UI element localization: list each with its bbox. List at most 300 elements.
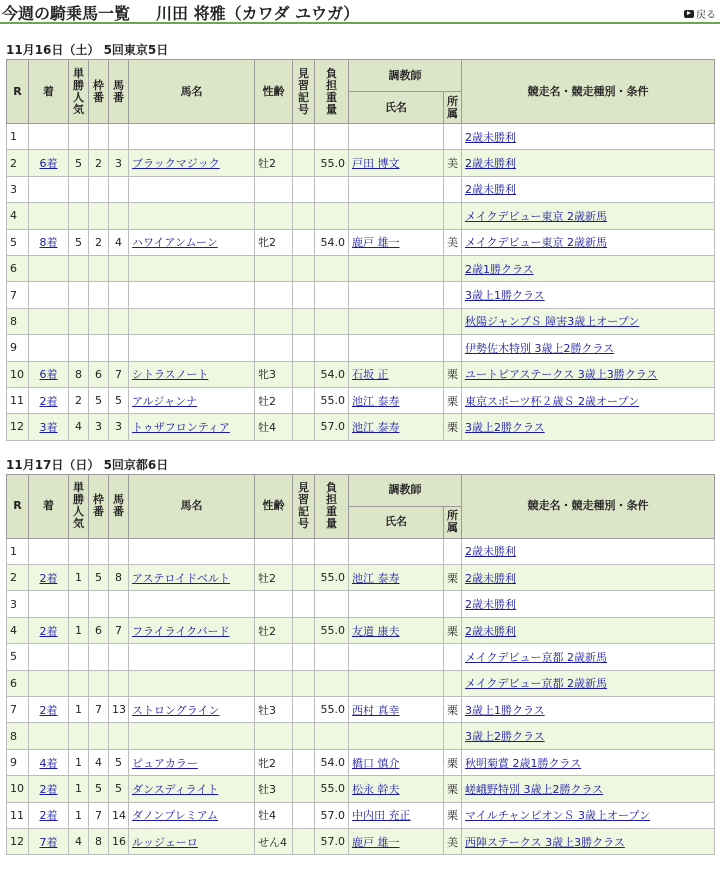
horse-name-cell	[129, 591, 255, 617]
popularity-cell	[69, 670, 89, 696]
horse-name-link[interactable]: ハワイアンムーン	[132, 236, 218, 250]
horse-number-cell	[109, 203, 129, 229]
finish-link[interactable]: 2着	[39, 571, 58, 585]
sex-age: 牝2	[258, 756, 276, 770]
race-number-cell	[7, 361, 29, 387]
finish-cell	[29, 644, 69, 670]
weight-cell	[315, 150, 349, 176]
trainer-belong: 栗	[447, 624, 458, 638]
trainer-name-cell	[349, 150, 444, 176]
weight: 54.0	[320, 235, 345, 249]
apprentice-mark-cell	[293, 802, 315, 828]
trainer-name-cell	[349, 255, 444, 281]
trainer-belong-cell	[444, 229, 462, 255]
trainer-name-link[interactable]: 池江 泰寿	[352, 571, 400, 585]
col-header-trainer-name: 氏名	[349, 506, 444, 538]
frame-number: 2	[95, 235, 102, 249]
horse-number: 16	[112, 835, 126, 849]
horse-number: 5	[115, 394, 122, 408]
apprentice-mark-cell	[293, 538, 315, 564]
race-name-cell	[462, 776, 715, 802]
horse-number-cell	[109, 124, 129, 150]
frame-number-cell	[89, 723, 109, 749]
trainer-name-link[interactable]: 池江 泰寿	[352, 420, 400, 434]
trainer-belong: 美	[447, 157, 458, 171]
horse-number: 3	[115, 420, 122, 434]
horse-name-cell	[129, 670, 255, 696]
trainer-belong-cell	[444, 335, 462, 361]
finish-link[interactable]: 2着	[39, 782, 58, 796]
back-button[interactable]	[684, 6, 716, 21]
table-row	[7, 229, 715, 255]
apprentice-mark-cell	[293, 176, 315, 202]
trainer-name-link[interactable]: 鹿戸 雄一	[352, 236, 400, 250]
trainer-name-link[interactable]: 友道 康夫	[352, 624, 400, 638]
race-number-cell	[7, 591, 29, 617]
sex-age-cell	[255, 203, 293, 229]
table-row	[7, 150, 715, 176]
trainer-name-link[interactable]: 松永 幹夫	[352, 782, 400, 796]
race-number-cell	[7, 335, 29, 361]
trainer-belong-cell	[444, 176, 462, 202]
race-name-link[interactable]: 2歳未勝利	[465, 157, 516, 171]
apprentice-mark-cell	[293, 414, 315, 440]
race-name-link[interactable]: 2歳未勝利	[465, 624, 516, 638]
horse-number-cell	[109, 229, 129, 255]
weight: 55.0	[320, 571, 345, 585]
sex-age: 牡2	[258, 394, 276, 408]
race-number-cell	[7, 802, 29, 828]
trainer-name-cell	[349, 776, 444, 802]
trainer-name-cell	[349, 538, 444, 564]
finish-cell	[29, 255, 69, 281]
horse-number-cell	[109, 670, 129, 696]
trainer-belong: 栗	[447, 368, 458, 382]
trainer-name-cell	[349, 828, 444, 854]
frame-number-cell	[89, 229, 109, 255]
trainer-belong-cell	[444, 282, 462, 308]
apprentice-mark-cell	[293, 335, 315, 361]
weight-cell	[315, 776, 349, 802]
finish-cell	[29, 565, 69, 591]
sex-age-cell	[255, 697, 293, 723]
finish-cell	[29, 828, 69, 854]
trainer-belong-cell	[444, 308, 462, 334]
sex-age-cell	[255, 617, 293, 643]
trainer-name-cell	[349, 282, 444, 308]
popularity: 4	[75, 420, 82, 434]
race-number: 2	[10, 156, 17, 170]
col-header-chaku: 着	[29, 60, 69, 124]
finish-link[interactable]: 4着	[39, 756, 58, 770]
apprentice-mark-cell	[293, 150, 315, 176]
apprentice-mark-cell	[293, 670, 315, 696]
horse-number-cell	[109, 255, 129, 281]
col-header-trainer-name: 氏名	[349, 92, 444, 124]
table-row	[7, 776, 715, 802]
frame-number: 8	[95, 835, 102, 849]
horse-name-link[interactable]: アルジャンナ	[132, 394, 198, 408]
table-row	[7, 723, 715, 749]
race-name-cell	[462, 124, 715, 150]
finish-link[interactable]: 3着	[39, 420, 58, 434]
finish-link[interactable]: 2着	[39, 624, 58, 638]
weight-cell	[315, 255, 349, 281]
horse-name-link[interactable]: フライライクバード	[132, 624, 230, 638]
popularity: 8	[75, 367, 82, 381]
sex-age-cell	[255, 670, 293, 696]
popularity-cell	[69, 255, 89, 281]
horse-name-cell	[129, 255, 255, 281]
horse-name-cell	[129, 335, 255, 361]
horse-name-cell	[129, 282, 255, 308]
horse-number: 14	[112, 808, 126, 822]
race-name-link[interactable]: 2歳未勝利	[465, 545, 516, 559]
horse-name-cell	[129, 229, 255, 255]
table-row	[7, 591, 715, 617]
race-name-link[interactable]: 2歳未勝利	[465, 598, 516, 612]
frame-number-cell	[89, 308, 109, 334]
trainer-belong: 栗	[447, 703, 458, 717]
frame-number: 2	[95, 156, 102, 170]
horse-number: 7	[115, 624, 122, 638]
trainer-belong: 栗	[447, 420, 458, 434]
finish-cell	[29, 335, 69, 361]
race-name-link[interactable]: 伊勢佐木特別 3歳上2勝クラス	[465, 341, 615, 355]
race-number-cell	[7, 308, 29, 334]
table-row	[7, 749, 715, 775]
col-header-ninki: 単 勝 人 気	[69, 60, 89, 124]
race-name-link[interactable]: メイクデビュー京都 2歳新馬	[465, 650, 608, 664]
back-label: 戻る	[696, 10, 716, 21]
race-number: 4	[10, 624, 17, 638]
race-name-link[interactable]: 2歳未勝利	[465, 571, 516, 585]
col-header-waku: 枠 番	[89, 60, 109, 124]
race-name-link[interactable]: ユートピアステークス 3歳上3勝クラス	[465, 368, 658, 382]
trainer-name-link[interactable]: 西村 真幸	[352, 703, 400, 717]
trainer-belong: 栗	[447, 809, 458, 823]
finish-cell	[29, 124, 69, 150]
popularity-cell	[69, 644, 89, 670]
trainer-belong-cell	[444, 776, 462, 802]
weight: 55.0	[320, 624, 345, 638]
race-number-cell	[7, 229, 29, 255]
trainer-name-link[interactable]: 池江 泰寿	[352, 394, 400, 408]
race-number: 5	[10, 650, 17, 664]
table-row	[7, 697, 715, 723]
frame-number-cell	[89, 255, 109, 281]
horse-name-cell	[129, 723, 255, 749]
horse-name-link[interactable]: ストロングライン	[132, 703, 220, 717]
weight-cell	[315, 124, 349, 150]
race-number: 6	[10, 262, 17, 276]
apprentice-mark-cell	[293, 723, 315, 749]
horse-name-link[interactable]: ルッジェーロ	[132, 835, 198, 849]
horse-name-link[interactable]: シトラスノート	[132, 368, 209, 382]
race-number: 1	[10, 130, 17, 144]
race-name-cell	[462, 617, 715, 643]
trainer-name-link[interactable]: 石坂 正	[352, 368, 389, 382]
race-name-link[interactable]: 3歳上1勝クラス	[465, 289, 545, 303]
trainer-name-link[interactable]: 橋口 慎介	[352, 756, 400, 770]
race-name-link[interactable]: 秋陽ジャンプＳ 障害3歳上オープン	[465, 315, 640, 329]
horse-name-link[interactable]: トゥザフロンティア	[132, 420, 230, 434]
horse-number-cell	[109, 387, 129, 413]
trainer-belong-cell	[444, 538, 462, 564]
finish-link[interactable]: 2着	[39, 703, 58, 717]
race-name-link[interactable]: 3歳上2勝クラス	[465, 730, 545, 744]
trainer-name-cell	[349, 124, 444, 150]
col-header-horse: 馬名	[129, 474, 255, 538]
trainer-belong-cell	[444, 387, 462, 413]
col-header-ninki: 単 勝 人 気	[69, 474, 89, 538]
trainer-name-link[interactable]: 戸田 博文	[352, 157, 400, 171]
horse-name-cell	[129, 176, 255, 202]
apprentice-mark-cell	[293, 387, 315, 413]
weight: 55.0	[320, 394, 345, 408]
frame-number-cell	[89, 617, 109, 643]
sex-age: 牡2	[258, 571, 276, 585]
horse-number: 7	[115, 367, 122, 381]
sex-age-cell	[255, 176, 293, 202]
jockey-name: 川田 将雅（カワダ ユウガ）	[156, 4, 360, 23]
trainer-belong-cell	[444, 802, 462, 828]
finish-link[interactable]: 6着	[39, 157, 58, 171]
sex-age: 牡2	[258, 157, 276, 171]
race-number-cell	[7, 387, 29, 413]
race-name-link[interactable]: 嵯峨野特別 3歳上2勝クラス	[465, 782, 604, 796]
frame-number: 5	[95, 394, 102, 408]
horse-name-link[interactable]: ダンスディライト	[132, 782, 219, 796]
finish-cell	[29, 282, 69, 308]
race-name-link[interactable]: 西陣ステークス 3歳上3勝クラス	[465, 835, 625, 849]
race-name-cell	[462, 591, 715, 617]
horse-number-cell	[109, 749, 129, 775]
popularity: 1	[75, 782, 82, 796]
finish-cell	[29, 723, 69, 749]
horse-name-link[interactable]: ダノンプレミアム	[132, 809, 219, 823]
horse-number-cell	[109, 150, 129, 176]
finish-cell	[29, 749, 69, 775]
horse-number-cell	[109, 591, 129, 617]
trainer-belong-cell	[444, 255, 462, 281]
col-header-umaban: 馬 番	[109, 60, 129, 124]
trainer-belong-cell	[444, 828, 462, 854]
frame-number-cell	[89, 670, 109, 696]
popularity-cell	[69, 176, 89, 202]
trainer-name-cell	[349, 335, 444, 361]
horse-number-cell	[109, 697, 129, 723]
race-number-cell	[7, 282, 29, 308]
horse-number-cell	[109, 538, 129, 564]
weight-cell	[315, 203, 349, 229]
trainer-name-link[interactable]: 中内田 充正	[352, 809, 411, 823]
race-number: 10	[10, 367, 24, 381]
sex-age-cell	[255, 414, 293, 440]
col-header-weight: 負 担 重 量	[315, 60, 349, 124]
horse-number-cell	[109, 335, 129, 361]
race-name-cell	[462, 538, 715, 564]
table-row	[7, 335, 715, 361]
weight-cell	[315, 617, 349, 643]
popularity: 4	[75, 835, 82, 849]
finish-cell	[29, 776, 69, 802]
race-name-link[interactable]: メイクデビュー京都 2歳新馬	[465, 677, 608, 691]
horse-name-link[interactable]: アステロイドベルト	[132, 571, 231, 585]
table-row	[7, 670, 715, 696]
sex-age-cell	[255, 565, 293, 591]
frame-number-cell	[89, 776, 109, 802]
popularity-cell	[69, 828, 89, 854]
finish-link[interactable]: 2着	[39, 394, 58, 408]
race-name-cell	[462, 414, 715, 440]
frame-number-cell	[89, 282, 109, 308]
horse-name-cell	[129, 124, 255, 150]
weight-cell	[315, 644, 349, 670]
popularity: 5	[75, 235, 82, 249]
finish-cell	[29, 150, 69, 176]
race-name-cell	[462, 361, 715, 387]
race-name-cell	[462, 697, 715, 723]
horse-name-link[interactable]: ブラックマジック	[132, 157, 220, 171]
finish-link[interactable]: 2着	[39, 809, 58, 823]
table-row	[7, 203, 715, 229]
finish-cell	[29, 387, 69, 413]
sex-age-cell	[255, 282, 293, 308]
table-row	[7, 828, 715, 854]
sex-age-cell	[255, 776, 293, 802]
frame-number-cell	[89, 414, 109, 440]
horse-name-cell	[129, 565, 255, 591]
race-number: 12	[10, 420, 24, 434]
trainer-name-cell	[349, 361, 444, 387]
trainer-belong-cell	[444, 414, 462, 440]
race-name-cell	[462, 176, 715, 202]
weight-cell	[315, 828, 349, 854]
table-row	[7, 802, 715, 828]
race-name-link[interactable]: 2歳未勝利	[465, 183, 516, 197]
race-number-cell	[7, 776, 29, 802]
table-row	[7, 361, 715, 387]
weight: 55.0	[320, 703, 345, 717]
sex-age-cell	[255, 644, 293, 670]
sex-age-cell	[255, 802, 293, 828]
race-name-link[interactable]: 3歳上1勝クラス	[465, 703, 545, 717]
sex-age-cell	[255, 150, 293, 176]
race-name-cell	[462, 150, 715, 176]
popularity: 2	[75, 394, 82, 408]
weight: 57.0	[320, 420, 345, 434]
weight-cell	[315, 361, 349, 387]
frame-number-cell	[89, 124, 109, 150]
sex-age: せん4	[258, 835, 287, 849]
sex-age-cell	[255, 749, 293, 775]
trainer-name-cell	[349, 387, 444, 413]
sex-age: 牡4	[258, 420, 276, 434]
race-number-cell	[7, 697, 29, 723]
popularity: 1	[75, 808, 82, 822]
popularity-cell	[69, 150, 89, 176]
race-name-link[interactable]: 東京スポーツ杯２歳Ｓ 2歳オープン	[465, 394, 640, 408]
sex-age-cell	[255, 387, 293, 413]
horse-number-cell	[109, 308, 129, 334]
frame-number-cell	[89, 150, 109, 176]
race-name-link[interactable]: マイルチャンピオンＳ 3歳上オープン	[465, 809, 650, 823]
race-number: 3	[10, 182, 17, 196]
popularity-cell	[69, 361, 89, 387]
back-icon	[684, 10, 694, 18]
race-number-cell	[7, 565, 29, 591]
finish-link[interactable]: 8着	[39, 236, 58, 250]
apprentice-mark-cell	[293, 591, 315, 617]
apprentice-mark-cell	[293, 282, 315, 308]
race-name-link[interactable]: メイクデビュー東京 2歳新馬	[465, 209, 608, 223]
finish-cell	[29, 203, 69, 229]
race-number-cell	[7, 255, 29, 281]
race-name-link[interactable]: メイクデビュー東京 2歳新馬	[465, 236, 608, 250]
popularity: 1	[75, 756, 82, 769]
popularity-cell	[69, 723, 89, 749]
race-name-link[interactable]: 2歳未勝利	[465, 130, 516, 144]
trainer-belong: 美	[447, 236, 458, 250]
horse-name-cell	[129, 828, 255, 854]
horse-name-cell	[129, 644, 255, 670]
weight-cell	[315, 749, 349, 775]
finish-link[interactable]: 7着	[39, 835, 58, 849]
col-header-chaku: 着	[29, 474, 69, 538]
horse-number-cell	[109, 802, 129, 828]
sex-age-cell	[255, 308, 293, 334]
finish-cell	[29, 361, 69, 387]
race-number: 1	[10, 544, 17, 558]
trainer-belong: 栗	[447, 756, 458, 770]
race-number: 7	[10, 703, 17, 717]
race-name-cell	[462, 387, 715, 413]
sex-age: 牝2	[258, 236, 276, 250]
weight: 54.0	[320, 367, 345, 381]
horse-number: 3	[115, 156, 122, 170]
horse-name-cell	[129, 617, 255, 643]
horse-number-cell	[109, 644, 129, 670]
sex-age: 牝3	[258, 368, 276, 382]
weight-cell	[315, 414, 349, 440]
weight-cell	[315, 282, 349, 308]
race-name-link[interactable]: 2歳1勝クラス	[465, 262, 534, 276]
trainer-belong: 栗	[447, 394, 458, 408]
popularity-cell	[69, 697, 89, 723]
table-row	[7, 617, 715, 643]
race-number: 5	[10, 235, 17, 249]
col-header-trainer: 調教師	[349, 60, 462, 92]
horse-name-cell	[129, 776, 255, 802]
popularity-cell	[69, 387, 89, 413]
race-number-cell	[7, 644, 29, 670]
weight-cell	[315, 176, 349, 202]
trainer-name-cell	[349, 723, 444, 749]
finish-cell	[29, 538, 69, 564]
finish-link[interactable]: 6着	[39, 368, 58, 382]
race-name-cell	[462, 229, 715, 255]
finish-cell	[29, 591, 69, 617]
race-name-link[interactable]: 秋明菊賞 2歳1勝クラス	[465, 756, 582, 770]
race-name-link[interactable]: 3歳上2勝クラス	[465, 420, 545, 434]
apprentice-mark-cell	[293, 229, 315, 255]
trainer-belong: 栗	[447, 571, 458, 585]
race-number: 6	[10, 676, 17, 690]
trainer-name-cell	[349, 749, 444, 775]
trainer-name-link[interactable]: 鹿戸 雄一	[352, 835, 400, 849]
horse-name-link[interactable]: ピュアカラー	[132, 756, 198, 770]
